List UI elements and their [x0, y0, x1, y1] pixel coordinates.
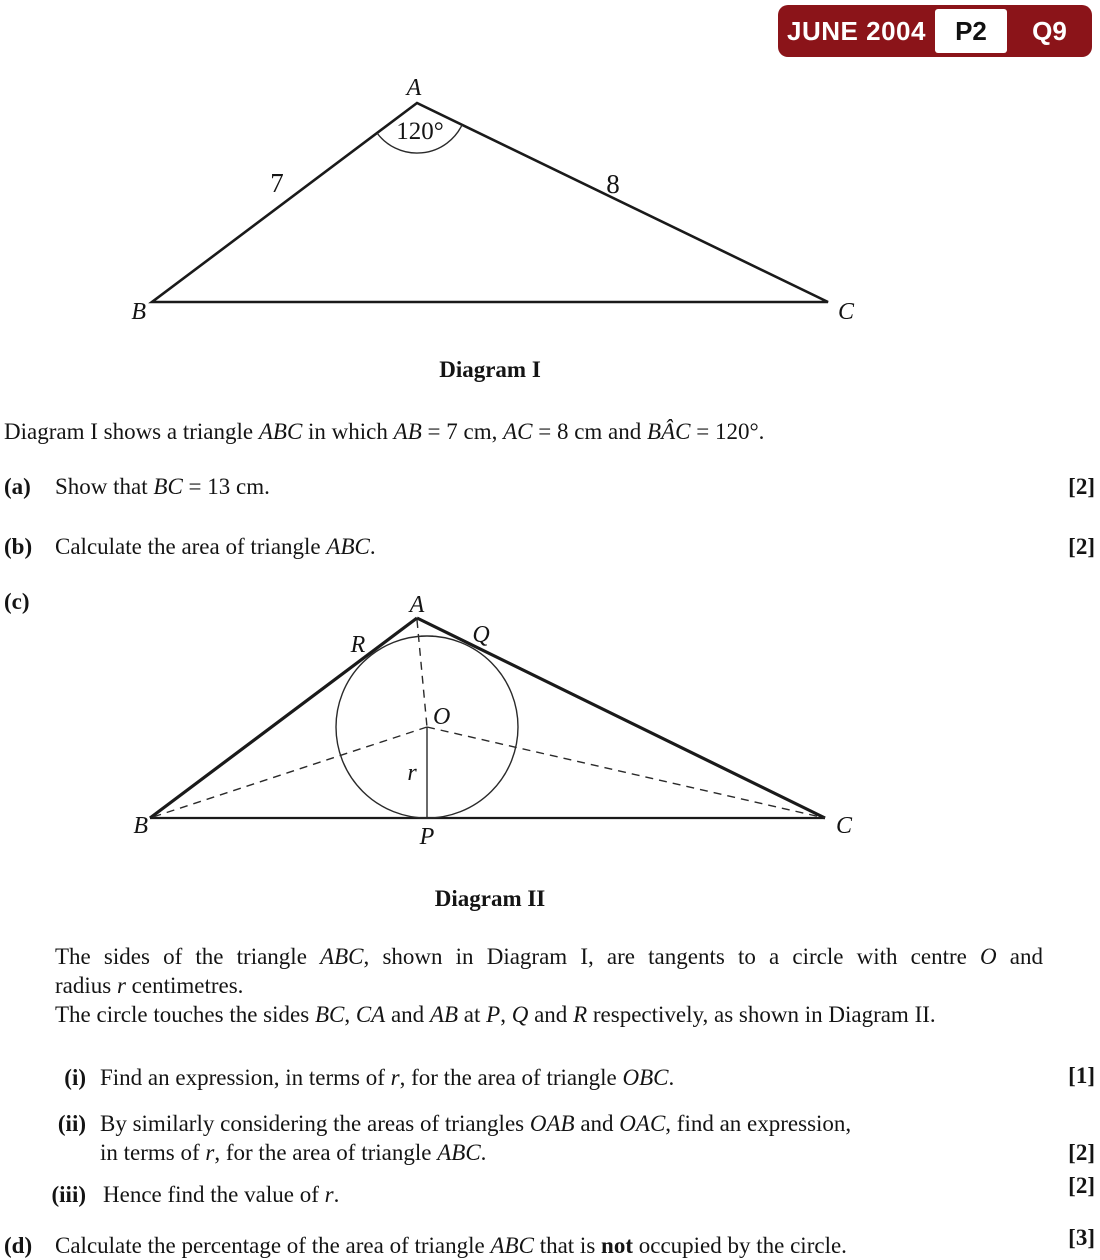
- d1-vertex-c-label: C: [838, 299, 855, 325]
- circle-paragraph-line-3: The circle touches the sides BC, CA and AB at P, Q and R respectively, as shown in Diagram II.: [55, 1002, 936, 1027]
- part-d-marks: [3]: [1068, 1225, 1095, 1250]
- part-a-text: Show that BC = 13 cm.: [55, 474, 270, 499]
- d1-vertex-b-label: B: [131, 299, 146, 325]
- d2-vertex-c-label: C: [836, 813, 853, 839]
- d2-touchpoint-p-label: P: [419, 824, 435, 850]
- diagram-1-caption: Diagram I: [439, 357, 541, 382]
- d1-angle-label: 120°: [396, 118, 444, 145]
- diagram-2-caption: Diagram II: [434, 886, 546, 911]
- part-b-label: (b): [4, 534, 33, 559]
- part-c-label: (c): [4, 589, 30, 614]
- d2-centre-o-label: O: [433, 704, 451, 730]
- d2-side-ab: [150, 618, 417, 818]
- part-c-ii-label: (ii): [57, 1111, 86, 1136]
- d2-touchpoint-q-label: Q: [472, 622, 490, 648]
- badge-session-label: JUNE 2004: [787, 15, 926, 46]
- part-c-ii-marks: [2]: [1068, 1140, 1095, 1165]
- part-b-text: Calculate the area of triangle ABC.: [55, 534, 376, 559]
- intro-sentence: Diagram I shows a triangle ABC in which AB = 7 cm, AC = 8 cm and BÂC = 120°.: [4, 419, 765, 444]
- circle-paragraph-line-2: radius r centimetres.: [55, 973, 244, 998]
- circle-paragraph-line-1: The sides of the triangle ABC, shown in Diagram I, are tangents to a circle with centre O and: [55, 944, 1043, 969]
- diagram-1-triangle-abc: [131, 75, 855, 325]
- part-d-label: (d): [4, 1233, 33, 1258]
- part-c-ii-text-line-1: By similarly considering the areas of triangles OAB and OAC, find an expression,: [100, 1111, 852, 1136]
- diagram-2-incircle-triangle: [133, 592, 853, 850]
- d2-vertex-b-label: B: [133, 813, 148, 839]
- part-c-i-marks: [1]: [1068, 1063, 1095, 1088]
- part-c-i-text: Find an expression, in terms of r, for the area of triangle OBC.: [100, 1065, 675, 1090]
- part-a-label: (a): [4, 474, 31, 499]
- d2-dashed-o-to-c: [427, 727, 825, 818]
- d1-side-ab-length-label: 7: [270, 168, 284, 198]
- d2-touchpoint-r-label: R: [350, 632, 366, 658]
- d1-vertex-a-label: A: [406, 75, 422, 101]
- part-d-text: Calculate the percentage of the area of triangle ABC that is not occupied by the circle.: [55, 1233, 847, 1258]
- part-c-i-label: (i): [64, 1065, 86, 1090]
- part-c-iii-label: (iii): [51, 1182, 86, 1207]
- d1-side-ac-length-label: 8: [606, 169, 620, 199]
- d2-dashed-o-to-b: [150, 727, 427, 818]
- part-b-marks: [2]: [1068, 534, 1095, 559]
- part-c-iii-marks: [2]: [1068, 1173, 1095, 1198]
- part-c-iii-text: Hence find the value of r.: [103, 1182, 340, 1207]
- part-c-ii-text-line-2: in terms of r, for the area of triangle ABC.: [100, 1140, 487, 1165]
- badge-paper-label: P2: [935, 9, 1007, 53]
- part-a-marks: [2]: [1068, 474, 1095, 499]
- badge-question-label: Q9: [1032, 15, 1067, 46]
- d1-triangle-outline: [152, 103, 828, 302]
- d2-vertex-a-label: A: [409, 592, 425, 618]
- d2-side-ac: [417, 618, 825, 818]
- d2-radius-r-label: r: [407, 760, 417, 786]
- circle-description-paragraph: [55, 942, 1043, 1029]
